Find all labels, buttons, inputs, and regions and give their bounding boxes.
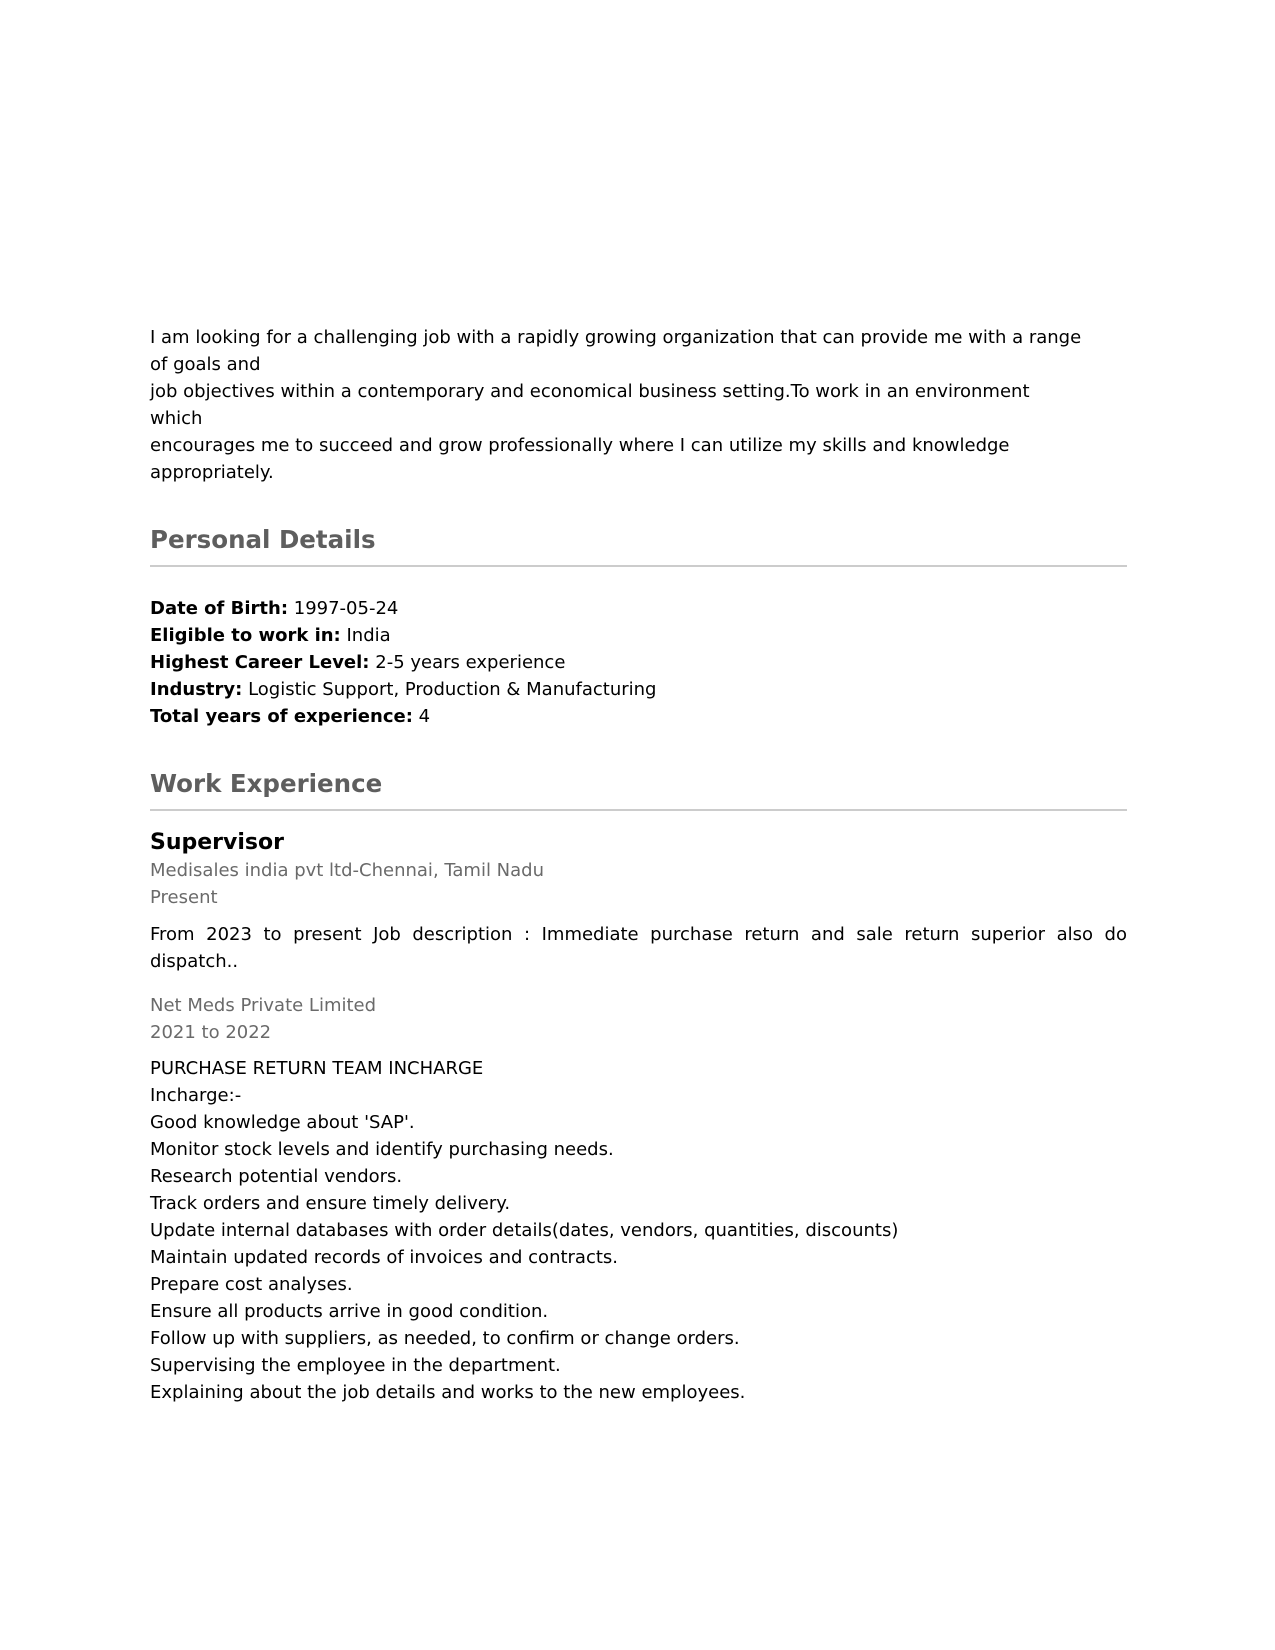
personal-details-section — [150, 525, 1127, 730]
detail-career-level — [150, 649, 1127, 676]
personal-details-heading: Personal Details — [150, 525, 1127, 567]
job-company: Net Meds Private Limited — [150, 995, 377, 1016]
job-duty-line: Maintain updated records of invoices and contracts. — [150, 1247, 619, 1268]
detail-label: Total years of experience: — [150, 706, 413, 727]
objective-line: encourages me to succeed and grow professionally where I can utilize my skills and knowledge — [150, 435, 1010, 456]
objective-summary — [150, 324, 1127, 486]
detail-industry — [150, 676, 1127, 703]
job-title: Supervisor — [150, 830, 284, 855]
job-duty-line: Track orders and ensure timely delivery. — [150, 1193, 511, 1214]
job-entry — [150, 992, 1127, 1406]
job-duty-line: Update internal databases with order details(dates, vendors, quantities, discounts) — [150, 1220, 899, 1241]
detail-total-experience — [150, 703, 1127, 730]
detail-date-of-birth — [150, 595, 1127, 622]
work-experience-heading: Work Experience — [150, 769, 1127, 811]
job-duty-line: Incharge:- — [150, 1085, 242, 1106]
objective-line: which — [150, 408, 203, 429]
detail-value: 2-5 years experience — [375, 652, 566, 673]
job-description: From 2023 to present Job description : Immediate purchase return and sale return superior also do dispatch.. — [150, 924, 1127, 972]
job-duties-list — [150, 1055, 1127, 1406]
detail-label: Date of Birth: — [150, 598, 289, 619]
objective-line: I am looking for a challenging job with a rapidly growing organization that can provide me with a range — [150, 327, 1082, 348]
job-duty-line: Follow up with suppliers, as needed, to confirm or change orders. — [150, 1328, 740, 1349]
detail-label: Industry: — [150, 679, 243, 700]
detail-value: 4 — [418, 706, 431, 727]
job-duty-line: PURCHASE RETURN TEAM INCHARGE — [150, 1058, 484, 1079]
job-period: 2021 to 2022 — [150, 1022, 272, 1043]
detail-value: 1997-05-24 — [293, 598, 399, 619]
detail-label: Eligible to work in: — [150, 625, 341, 646]
job-period: Present — [150, 887, 218, 908]
personal-details-list — [150, 595, 1127, 730]
objective-line: appropriately. — [150, 462, 274, 483]
objective-line: of goals and — [150, 354, 261, 375]
detail-value: India — [346, 625, 391, 646]
job-entry — [150, 829, 1127, 975]
work-experience-section — [150, 769, 1127, 1406]
job-duty-line: Good knowledge about 'SAP'. — [150, 1112, 415, 1133]
job-duty-line: Monitor stock levels and identify purchasing needs. — [150, 1139, 614, 1160]
detail-eligible-to-work — [150, 622, 1127, 649]
detail-value: Logistic Support, Production & Manufacturing — [248, 679, 657, 700]
job-duty-line: Research potential vendors. — [150, 1166, 403, 1187]
job-duty-line: Ensure all products arrive in good condition. — [150, 1301, 549, 1322]
job-duty-line: Supervising the employee in the department. — [150, 1355, 561, 1376]
job-duty-line: Prepare cost analyses. — [150, 1274, 353, 1295]
job-duty-line: Explaining about the job details and works to the new employees. — [150, 1382, 746, 1403]
detail-label: Highest Career Level: — [150, 652, 370, 673]
objective-line: job objectives within a contemporary and economical business setting.To work in an environment — [150, 381, 1030, 402]
job-company: Medisales india pvt ltd-Chennai, Tamil Nadu — [150, 860, 545, 881]
resume-content — [150, 324, 1127, 1406]
